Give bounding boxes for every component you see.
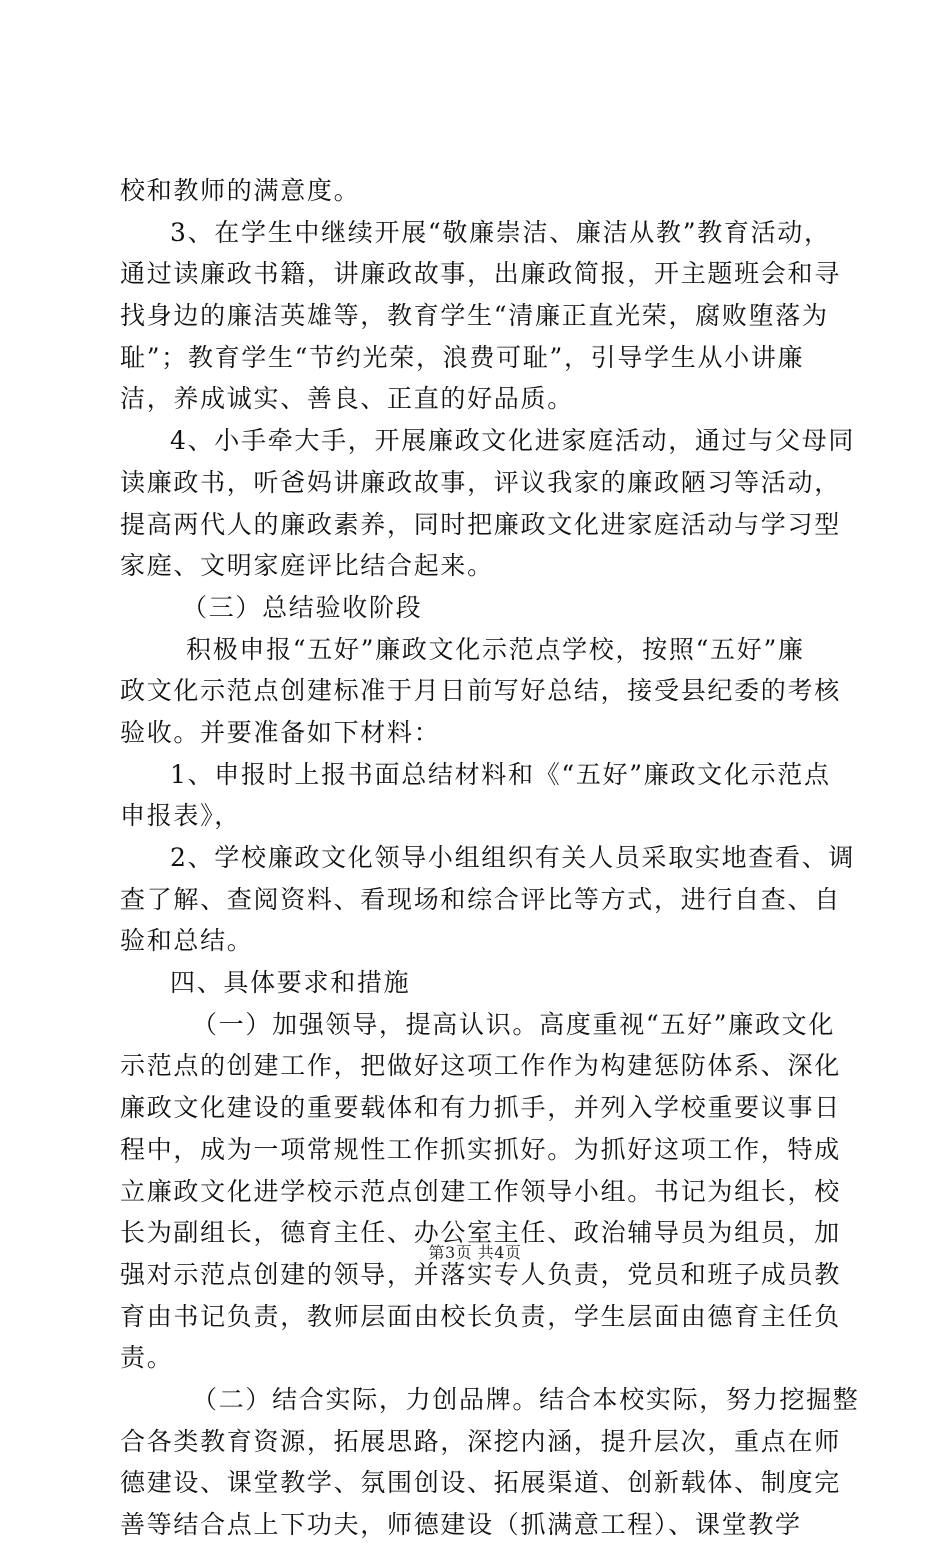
text-line: 1、申报时上报书面总结材料和《“五好”廉政文化示范点	[170, 759, 831, 789]
text-line: 读廉政书，听爸妈讲廉政故事，评议我家的廉政陋习等活动，	[120, 467, 841, 497]
text-line: （二）结合实际，力创品牌。结合本校实际，努力挖掘整	[192, 1384, 860, 1414]
text-line: 找身边的廉洁英雄等，教育学生“清廉正直光荣，腐败堕落为	[120, 301, 829, 331]
page-number-footer: 第3页 共4页	[428, 1243, 522, 1262]
text-line: 2、学校廉政文化领导小组组织有关人员采取实地查看、调	[170, 843, 856, 872]
text-line: 验收。并要准备如下材料：	[120, 717, 441, 747]
text-line: 洁，养成诚实、善良、正直的好品质。	[120, 384, 574, 414]
text-line: （一）加强领导，提高认识。高度重视“五好”廉政文化	[192, 1009, 836, 1039]
text-line: 德建设、课堂教学、氛围创设、拓展渠道、创新载体、制度完	[120, 1468, 841, 1498]
text-line: 责。	[120, 1343, 174, 1373]
text-line: 示范点的创建工作，把做好这项工作作为构建惩防体系、深化	[120, 1051, 841, 1081]
text-line: 耻”；教育学生“节约光荣，浪费可耻”，引导学生从小讲廉	[120, 342, 805, 372]
text-line: 提高两代人的廉政素养，同时把廉政文化进家庭活动与学习型	[120, 509, 841, 539]
text-line: 4、小手牵大手，开展廉政文化进家庭活动，通过与父母同	[170, 426, 856, 456]
text-line: 长为副组长，德育主任、办公室主任、政治辅导员为组员，加	[120, 1218, 841, 1248]
text-line: 积极申报“五好”廉政文化示范点学校，按照“五好”廉	[186, 634, 805, 664]
text-line: 育由书记负责，教师层面由校长负责，学生层面由德育主任负	[120, 1301, 841, 1331]
text-line: 合各类教育资源，拓展思路，深挖内涵，提升层次，重点在师	[120, 1426, 841, 1456]
text-line: 立廉政文化进学校示范点创建工作领导小组。书记为组长，校	[120, 1176, 841, 1206]
text-line: 验和总结。	[120, 926, 254, 956]
document-body	[120, 170, 860, 1546]
text-line: 3、在学生中继续开展“敬廉崇洁、廉洁从教”教育活动，	[170, 217, 831, 247]
text-line: 强对示范点创建的领导，并落实专人负责，党员和班子成员教	[120, 1259, 841, 1289]
text-line: 通过读廉政书籍，讲廉政故事，出廉政简报，开主题班会和寻	[120, 259, 841, 289]
text-line: 查了解、查阅资料、看现场和综合评比等方式，进行自查、自	[120, 884, 841, 914]
text-line: 申报表》，	[120, 801, 242, 831]
text-line: 廉政文化建设的重要载体和有力抓手，并列入学校重要议事日	[120, 1093, 841, 1123]
text-line: 善等结合点上下功夫，师德建设（抓满意工程）、课堂教学	[120, 1510, 802, 1539]
text-line: 家庭、文明家庭评比结合起来。	[120, 551, 494, 581]
text-line: 政文化示范点创建标准于月日前写好总结，接受县纪委的考核	[120, 676, 841, 706]
text-line: 校和教师的满意度。	[120, 176, 361, 205]
section-heading: （三）总结验收阶段	[182, 592, 423, 622]
text-line: 程中，成为一项常规性工作抓实抓好。为抓好这项工作，特成	[120, 1134, 841, 1164]
section-heading: 四、具体要求和措施	[170, 968, 411, 998]
